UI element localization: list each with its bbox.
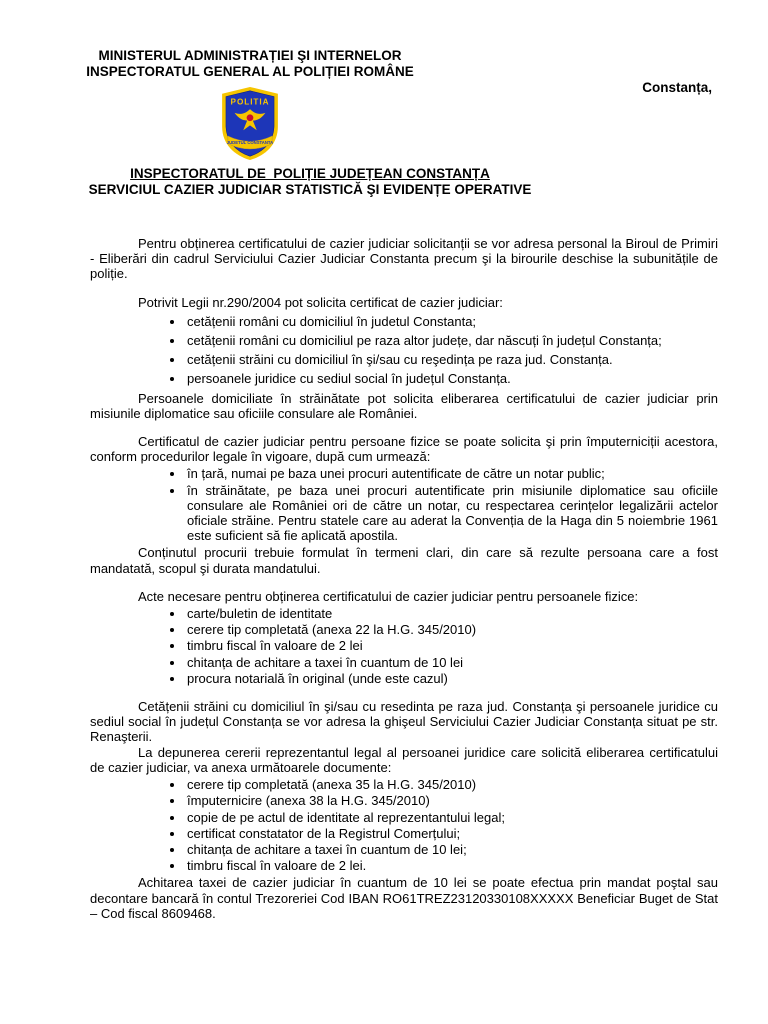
list-item: • carte/buletin de identitate bbox=[185, 606, 718, 621]
document-header bbox=[40, 48, 460, 161]
paragraph-law: Potrivit Legii nr.290/2004 pot solicita certificat de cazier judiciar: bbox=[138, 294, 503, 310]
list-item: • împuternicire (anexa 38 la H.G. 345/2010) bbox=[185, 793, 718, 808]
list-item: • cetățenii străini cu domiciliul în şi/sau cu reşedința pe raza jud. Constanța. bbox=[185, 352, 718, 367]
paragraph-abroad: Persoanele domiciliate în străinătate pot solicita eliberarea certificatului de cazier judiciar prin misiunile diplomatice sau oficiile consulare ale României. bbox=[90, 390, 718, 421]
police-badge-icon bbox=[219, 86, 281, 161]
document-body bbox=[90, 236, 718, 921]
document-title bbox=[0, 166, 620, 198]
paragraph-proxy: Certificatul de cazier judiciar pentru persoane fizice se poate solicita şi prin împuterniciții acestora, conform procedurilor legale în vigoare, după cum urmează: bbox=[90, 434, 718, 465]
paragraph-required-docs-individuals: Acte necesare pentru obținerea certificatului de cazier judiciar pentru persoanele fizice: bbox=[138, 588, 639, 604]
document-place: Constanța, bbox=[642, 80, 712, 95]
badge-ribbon-label: JUDETUL CONSTANTA bbox=[226, 140, 274, 146]
list-item: • persoanele juridice cu sediul social în județul Constanța. bbox=[185, 371, 718, 386]
badge-top-label: POLITIA bbox=[230, 97, 270, 107]
list-docs-individuals bbox=[90, 606, 718, 686]
list-item: • chitanța de achitare a taxei în cuantum de 10 lei; bbox=[185, 842, 718, 857]
list-item: • chitanța de achitare a taxei în cuantum de 10 lei bbox=[185, 655, 718, 670]
paragraph-proxy-content: Conținutul procurii trebuie formulat în termeni clari, din care să rezulte persoana care a fost mandatată, scopul şi durata mandatului. bbox=[90, 545, 718, 576]
paragraph-foreigners-legal-persons: Cetățenii străini cu domiciliul în şi/sau cu resedinta pe raza jud. Constanța şi persoanele juridice cu sediul social în județul Constanța se vor adresa la ghişeul Serviciului Cazier Judiciar Constanța situat pe str. Renaşterii. bbox=[90, 699, 718, 745]
title-service: SERVICIUL CAZIER JUDICIAR STATISTICĂ ŞI EVIDENȚE OPERATIVE bbox=[88, 182, 532, 197]
list-item: • cetățenii români cu domiciliul pe raza altor județe, dar născuți în județul Constanța; bbox=[185, 333, 718, 348]
list-eligible-persons bbox=[90, 314, 718, 387]
list-item: • procura notarială în original (unde este cazul) bbox=[185, 671, 718, 686]
list-docs-legal-persons bbox=[90, 777, 718, 873]
inspectorate-general-title: INSPECTORATUL GENERAL AL POLIȚIEI ROMÂNE bbox=[86, 64, 414, 79]
list-item: • timbru fiscal în valoare de 2 lei bbox=[185, 638, 718, 653]
title-inspectorate: INSPECTORATUL DE POLIȚIE JUDEȚEAN CONSTANȚA bbox=[130, 166, 490, 181]
list-item: • în țară, numai pe baza unei procuri autentificate de către un notar public; bbox=[185, 466, 718, 481]
ministry-title: MINISTERUL ADMINISTRAȚIEI ŞI INTERNELOR bbox=[98, 48, 402, 63]
list-item: • timbru fiscal în valoare de 2 lei. bbox=[185, 858, 718, 873]
list-item: • cetățenii români cu domiciliul în judetul Constanta; bbox=[185, 314, 718, 329]
badge-center-disc bbox=[246, 114, 254, 122]
police-badge-logo bbox=[219, 86, 281, 161]
list-item: • în străinătate, pe baza unei procuri autentificate prin misiunile diplomatice sau oficiile consulare ale României ori de către un notar, cu respectarea cerințelor legalizării actelor oficiale străine. Pentru statele care au aderat la Convenția de la Haga din 5 noiembrie 1961 este suficient să fie aplicată apostila. bbox=[185, 483, 718, 544]
list-item: • cerere tip completată (anexa 35 la H.G. 345/2010) bbox=[185, 777, 718, 792]
paragraph-legal-representative: La depunerea cererii reprezentantul legal al persoanei juridice care solicită eliberarea certificatului de cazier judiciar, va anexa următoarele documente: bbox=[90, 744, 718, 775]
list-item: • copie de pe actul de identitate al reprezentantului legal; bbox=[185, 810, 718, 825]
list-proxy-cases bbox=[90, 466, 718, 543]
paragraph-intro: Pentru obținerea certificatului de cazier judiciar solicitanții se vor adresa personal la Biroul de Primiri - Eliberări din cadrul Serviciului Cazier Judiciar Constanta precum şi la birourile deschise la subunitățile de poliție. bbox=[90, 236, 718, 282]
list-item: • cerere tip completată (anexa 22 la H.G. 345/2010) bbox=[185, 622, 718, 637]
list-item: • certificat constatator de la Registrul Comerțului; bbox=[185, 826, 718, 841]
paragraph-payment: Achitarea taxei de cazier judiciar în cuantum de 10 lei se poate efectua prin mandat poştal sau decontare bancară în contul Trezoreriei Cod IBAN RO61TREZ23120330108XXXXX Beneficiar Buget de Stat – Cod fiscal 8609468. bbox=[90, 875, 718, 921]
